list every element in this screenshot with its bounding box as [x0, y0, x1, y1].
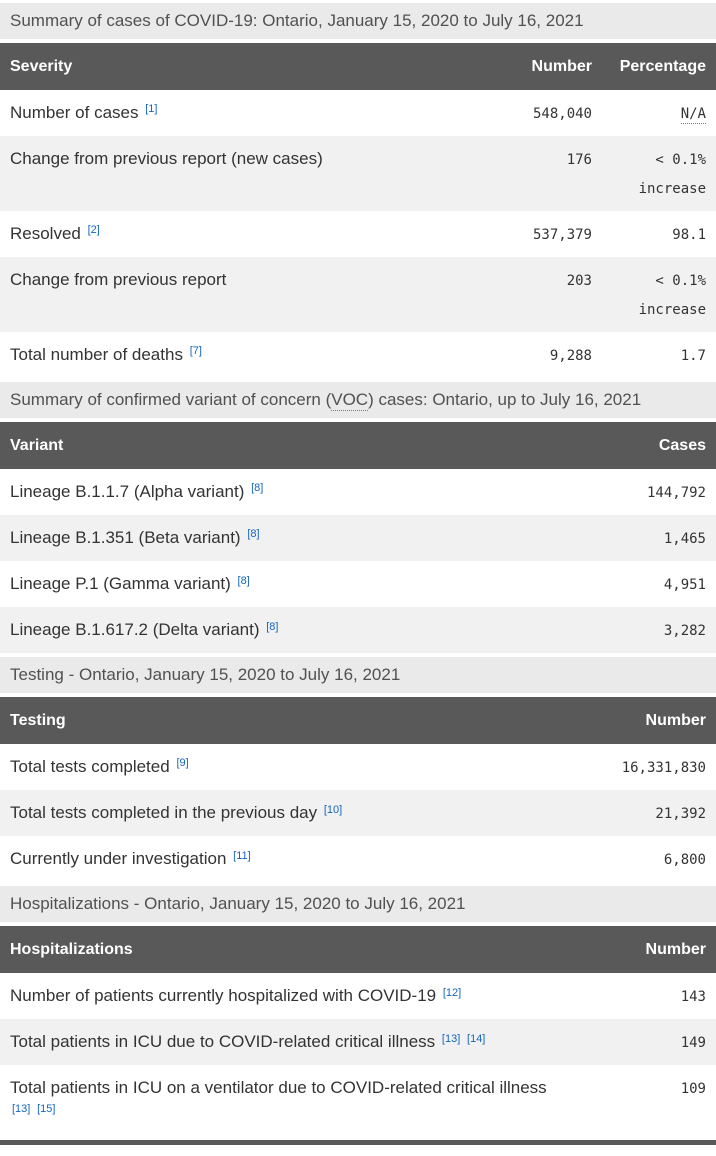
column-header-testing: Testing — [10, 711, 66, 729]
footnote-link[interactable]: [2] — [87, 224, 100, 237]
value-text: 203 — [566, 272, 592, 289]
covid-summary-page — [0, 3, 716, 1145]
value-cell — [566, 607, 716, 653]
caption-text: Summary of confirmed variant of concern ( — [10, 390, 332, 410]
value-cell — [566, 469, 716, 515]
value-cell — [566, 973, 716, 1019]
value-text: 1,465 — [663, 530, 706, 547]
value-cell — [474, 257, 602, 303]
footnote-link[interactable]: [10] — [323, 803, 343, 816]
footnote-sup — [467, 1033, 485, 1045]
footnote-sup — [247, 528, 259, 540]
row-label-cell — [0, 607, 566, 653]
value-cell — [566, 790, 716, 836]
table-caption — [0, 657, 716, 693]
row-label-cell — [0, 1065, 566, 1135]
value-cell — [474, 332, 602, 378]
footnote-sup — [233, 850, 251, 862]
table-caption — [0, 886, 716, 922]
row-label: Currently under investigation — [10, 849, 227, 869]
column-header-percentage: Percentage — [619, 57, 706, 75]
footnote-sup — [238, 575, 250, 587]
value-cell — [566, 1019, 716, 1065]
table-caption — [0, 382, 716, 418]
footnote-link[interactable]: [11] — [233, 849, 251, 862]
row-label-cell — [0, 973, 566, 1019]
value-text: 144,792 — [646, 484, 706, 501]
row-label: Number of cases — [10, 102, 139, 122]
footnote-link[interactable]: [9] — [176, 757, 189, 770]
footnote-link[interactable]: [15] — [37, 1102, 56, 1115]
row-label: Lineage B.1.1.7 (Alpha variant) — [10, 481, 245, 501]
footnote-sup — [443, 987, 461, 999]
value-text: 9,288 — [549, 347, 592, 364]
table-header-row — [0, 697, 716, 744]
not-applicable-abbr: N/A — [680, 105, 706, 122]
footnote-link[interactable]: [13] — [441, 1032, 461, 1045]
caption-text: Hospitalizations - Ontario, January 15, 2020 to July 16, 2021 — [10, 894, 466, 914]
value-cell — [566, 744, 716, 790]
row-label: Total number of deaths — [10, 344, 183, 364]
table-header-row — [0, 926, 716, 973]
value-cell — [602, 332, 716, 378]
row-label-cell — [0, 211, 474, 257]
value-text: 3,282 — [663, 623, 706, 640]
table-row — [0, 561, 716, 607]
table-header-row — [0, 43, 716, 90]
table-caption — [0, 3, 716, 39]
row-label-cell — [0, 469, 566, 515]
footnote-link[interactable]: [13] — [12, 1102, 31, 1115]
column-header-variant: Variant — [10, 436, 64, 454]
value-text: < 0.1% — [655, 151, 706, 168]
table-row — [0, 211, 716, 257]
footnote-sup — [145, 103, 157, 115]
row-label: Lineage B.1.617.2 (Delta variant) — [10, 620, 260, 640]
value-cell — [566, 515, 716, 561]
row-label-cell — [0, 836, 566, 882]
row-label-cell — [0, 90, 474, 136]
table-row — [0, 836, 716, 882]
table-row — [0, 469, 716, 515]
data-table — [0, 697, 716, 883]
row-label: Total tests completed — [10, 756, 170, 776]
footnote-sup — [251, 482, 263, 494]
voc-abbr: VOC — [331, 390, 369, 410]
footnote-link[interactable]: [14] — [467, 1032, 486, 1045]
value-cell — [474, 211, 602, 257]
increase-note: increase — [638, 180, 706, 197]
row-label: Total tests completed in the previous day — [10, 803, 318, 823]
caption-text: ) cases: Ontario, up to July 16, 2021 — [368, 390, 642, 410]
row-label-cell — [0, 332, 474, 378]
column-header-number: Number — [531, 57, 592, 75]
value-text: 176 — [566, 151, 592, 168]
column-header-severity: Severity — [10, 57, 73, 75]
table-row — [0, 90, 716, 136]
footnote-sup — [266, 621, 278, 633]
data-table — [0, 422, 716, 654]
value-cell — [566, 561, 716, 607]
row-label-cell — [0, 136, 474, 182]
value-cell — [566, 1065, 716, 1111]
value-cell — [602, 257, 716, 332]
footnote-sup — [442, 1033, 460, 1045]
table-row — [0, 257, 716, 332]
footnote-link[interactable]: [8] — [266, 620, 279, 633]
table-row — [0, 136, 716, 211]
value-text: 109 — [680, 1081, 706, 1098]
value-text: 149 — [680, 1035, 706, 1052]
table-row — [0, 973, 716, 1019]
footnote-link[interactable]: [7] — [189, 345, 202, 358]
row-label: Total patients in ICU due to COVID-related critical illness — [10, 1032, 436, 1052]
table-header-row — [0, 422, 716, 469]
value-text: 548,040 — [532, 105, 592, 122]
column-header-hospitalizations: Hospitalizations — [10, 940, 133, 958]
footnote-sup — [324, 804, 342, 816]
value-cell — [602, 211, 716, 257]
footnote-sup — [37, 1103, 55, 1115]
footnote-link[interactable]: [1] — [145, 103, 158, 116]
row-label-cell — [0, 561, 566, 607]
value-cell — [602, 90, 716, 136]
row-label: Resolved — [10, 223, 81, 243]
value-text: 16,331,830 — [621, 759, 706, 776]
row-label-cell — [0, 790, 566, 836]
footnote-link[interactable]: [8] — [237, 574, 250, 587]
footnote-sup — [176, 757, 188, 769]
footnote-link[interactable]: [12] — [442, 986, 462, 999]
value-cell — [566, 836, 716, 882]
value-text: 537,379 — [532, 226, 592, 243]
column-header-cases: Cases — [658, 436, 706, 454]
footnote-sup — [12, 1103, 30, 1115]
table-row — [0, 744, 716, 790]
value-text: 6,800 — [663, 852, 706, 869]
row-label: Change from previous report (new cases) — [10, 148, 323, 168]
value-text: 21,392 — [655, 806, 706, 823]
column-header-number: Number — [645, 940, 706, 958]
caption-text: Testing - Ontario, January 15, 2020 to July 16, 2021 — [10, 665, 401, 685]
table-row — [0, 332, 716, 378]
data-table — [0, 43, 716, 379]
row-label: Change from previous report — [10, 269, 227, 289]
column-header-number: Number — [645, 711, 706, 729]
row-label: Lineage B.1.351 (Beta variant) — [10, 527, 241, 547]
footnote-sup — [190, 345, 202, 357]
next-table-header-cutoff — [0, 1140, 716, 1145]
row-label-cell — [0, 744, 566, 790]
table-row — [0, 1019, 716, 1065]
value-text: 143 — [680, 989, 706, 1005]
value-text: 4,951 — [663, 577, 706, 593]
row-label-cell — [0, 515, 566, 561]
value-cell — [474, 136, 602, 182]
table-row — [0, 1065, 716, 1135]
increase-note: increase — [638, 301, 706, 318]
table-row — [0, 515, 716, 561]
row-label: Number of patients currently hospitalized with COVID-19 — [10, 986, 437, 1005]
footnote-sup — [88, 224, 100, 236]
row-label-cell — [0, 257, 474, 303]
value-cell — [602, 136, 716, 211]
table-row — [0, 607, 716, 653]
row-label: Total patients in ICU on a ventilator due to COVID-related critical illness — [10, 1078, 547, 1098]
value-text: 98.1 — [672, 226, 706, 243]
data-table — [0, 926, 716, 1136]
table-row — [0, 790, 716, 836]
footnote-link[interactable]: [8] — [251, 482, 264, 495]
caption-text: Summary of cases of COVID-19: Ontario, January 15, 2020 to July 16, 2021 — [10, 11, 584, 30]
row-label-cell — [0, 1019, 566, 1065]
value-text: 1.7 — [680, 347, 706, 364]
footnote-link[interactable]: [8] — [247, 528, 260, 541]
value-text: < 0.1% — [655, 272, 706, 289]
row-label: Lineage P.1 (Gamma variant) — [10, 574, 231, 593]
value-cell — [474, 90, 602, 136]
